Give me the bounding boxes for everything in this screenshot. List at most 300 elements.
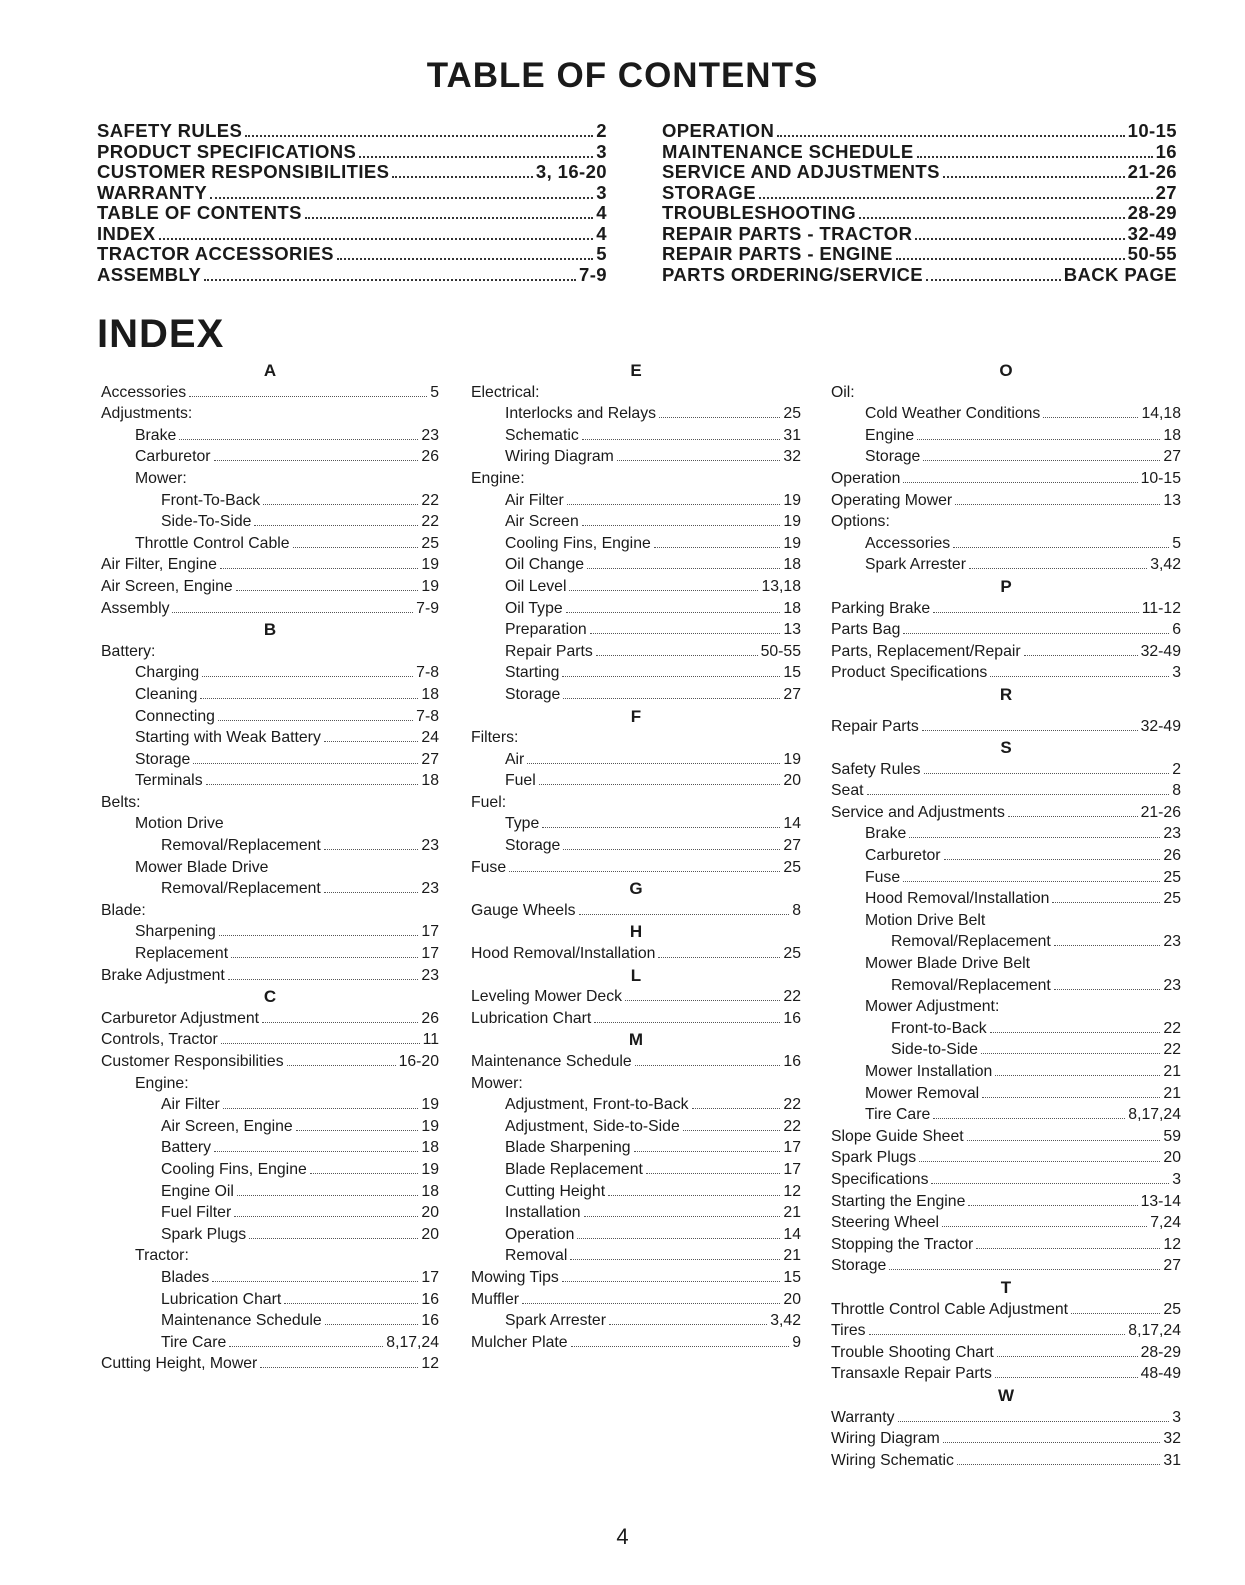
index-entry-label: Transaxle Repair Parts — [831, 1365, 992, 1383]
index-entry-page: 13 — [1163, 491, 1181, 509]
index-entry-page: 19 — [783, 750, 801, 768]
index-entry — [101, 1181, 439, 1203]
toc-left-column — [97, 121, 607, 285]
index-entry — [471, 576, 801, 598]
toc-entry — [97, 142, 607, 163]
index-entry-page: 22 — [783, 988, 801, 1006]
index-entry-label: Fuel — [505, 772, 536, 790]
index-letter-heading: R — [999, 684, 1013, 704]
index-entry-label: Warranty — [831, 1408, 895, 1426]
dot-leader — [683, 1130, 781, 1131]
index-entry-label: Air Screen — [505, 513, 579, 531]
index-entry-page: 22 — [1163, 1019, 1181, 1037]
index-entry-label: Front-to-Back — [891, 1019, 987, 1037]
index-entry — [471, 792, 801, 814]
index-entry-label: Accessories — [101, 383, 187, 401]
index-entry-label: Operation — [831, 469, 901, 487]
index-entry — [831, 1299, 1181, 1321]
index-entry-label: Replacement — [135, 945, 229, 963]
dot-leader — [202, 676, 413, 677]
index-entry — [101, 641, 439, 663]
index-entry — [831, 975, 1181, 997]
dot-leader — [995, 1377, 1138, 1378]
index-entry-page: 16 — [421, 1290, 439, 1308]
dot-leader — [968, 1205, 1137, 1206]
index-entry — [471, 1008, 801, 1030]
dot-leader — [542, 827, 780, 828]
index-entry-page: 23 — [421, 837, 439, 855]
dot-leader — [654, 547, 781, 548]
index-entry — [101, 1159, 439, 1181]
toc-entry — [97, 244, 607, 265]
index-entry — [101, 554, 439, 576]
index-entry-page: 23 — [421, 966, 439, 984]
index-entry-page: 18 — [421, 685, 439, 703]
dot-leader — [1052, 902, 1160, 903]
toc-entry-label: TRACTOR ACCESSORIES — [97, 243, 334, 264]
index-entry — [101, 943, 439, 965]
dot-leader — [236, 590, 419, 591]
index-entry — [471, 1051, 801, 1073]
index-entry-label: Interlocks and Relays — [505, 405, 657, 423]
index-entry-label: Engine: — [135, 1074, 189, 1092]
index-entry-label: Tire Care — [865, 1106, 931, 1124]
index-entry-page: 21 — [1163, 1063, 1181, 1080]
index-entry — [101, 835, 439, 857]
index-entry-page: 19 — [421, 1160, 439, 1178]
index-entry-label: Cooling Fins, Engine — [161, 1160, 307, 1178]
index-entry — [101, 1245, 439, 1267]
index-entry-label: Throttle Control Cable Adjustment — [831, 1300, 1069, 1318]
index-entry-label: Engine: — [471, 469, 525, 487]
toc-entry-page: 2 — [596, 120, 607, 141]
index-entry-page: 3 — [1172, 664, 1181, 682]
dot-leader — [990, 1032, 1161, 1033]
index-entry-page: 22 — [783, 1096, 801, 1114]
dot-leader — [229, 1346, 383, 1347]
dot-leader — [204, 279, 576, 281]
index-entry-page: 31 — [783, 426, 801, 444]
index-entry-page: 3 — [1172, 1170, 1181, 1188]
dot-leader — [262, 1022, 418, 1023]
dot-leader — [955, 504, 1160, 505]
index-entry-label: Tractor: — [135, 1247, 189, 1265]
dot-leader — [159, 238, 594, 240]
index-entry — [101, 403, 439, 425]
index-entry-label: Oil: — [831, 383, 855, 401]
index-entry-page: 27 — [1163, 448, 1181, 466]
index-entry-label: Operating Mower — [831, 491, 953, 509]
dot-leader — [982, 1097, 1160, 1098]
toc-entry-page: 7-9 — [579, 263, 607, 285]
index-entry-label: Adjustments: — [101, 405, 193, 423]
index-entry-page: 8,17,24 — [1128, 1106, 1181, 1124]
dot-leader — [759, 197, 1153, 199]
index-entry-page: 18 — [783, 556, 801, 574]
dot-leader — [869, 1334, 1126, 1335]
index-entry-label: Installation — [505, 1204, 581, 1222]
toc-right-column — [662, 121, 1177, 285]
index-entry-label: Battery — [161, 1139, 212, 1157]
toc-entry — [662, 183, 1177, 204]
index-entry-label: Storage — [505, 837, 561, 855]
index-entry-label: Air Filter — [505, 491, 564, 509]
index-entry — [831, 554, 1181, 576]
dot-leader — [590, 633, 781, 634]
index-entry-page: 10-15 — [1140, 469, 1181, 487]
index-entry — [831, 1450, 1181, 1472]
index-entry — [101, 1310, 439, 1332]
dot-leader — [903, 482, 1137, 483]
index-entry — [471, 598, 801, 620]
index-entry — [101, 1137, 439, 1159]
index-letter-heading: F — [630, 706, 642, 726]
dot-leader — [896, 258, 1125, 260]
index-entry-label: Options: — [831, 513, 890, 531]
toc-entry — [662, 203, 1177, 224]
index-entry-page: 27 — [783, 685, 801, 703]
index-entry — [471, 684, 801, 706]
dot-leader — [594, 1022, 780, 1023]
index-entry-label: Storage — [865, 448, 921, 466]
index-entry-page: 14 — [783, 1225, 801, 1243]
index-entry-label: Gauge Wheels — [471, 901, 576, 919]
index-letter-heading: A — [263, 361, 277, 380]
index-entry — [101, 965, 439, 987]
dot-leader — [692, 1108, 781, 1109]
index-entry-label: Safety Rules — [831, 760, 921, 778]
index-entry-label: Fuel Filter — [161, 1204, 232, 1222]
dot-leader — [976, 1248, 1160, 1249]
dot-leader — [260, 1367, 418, 1368]
toc-entry-label: REPAIR PARTS - TRACTOR — [662, 222, 913, 244]
index-entry-page: 20 — [783, 1290, 801, 1308]
index-entry-page: 12 — [783, 1182, 801, 1200]
index-entry — [831, 1169, 1181, 1191]
dot-leader — [617, 460, 781, 461]
index-entry-label: Steering Wheel — [831, 1214, 940, 1232]
index-entry-label: Seat — [831, 782, 864, 800]
index-entry-page: 20 — [421, 1225, 439, 1243]
index-entry-page: 59 — [1163, 1127, 1181, 1145]
index-entry-page: 12 — [421, 1355, 439, 1373]
toc-entry — [97, 224, 607, 245]
index-entry-label: Air Screen, Engine — [161, 1117, 293, 1135]
index-entry — [471, 490, 801, 512]
dot-leader — [658, 957, 780, 958]
index-entry — [471, 813, 801, 835]
index-entry-page: 21 — [783, 1204, 801, 1222]
index-entry-page: 27 — [1163, 1257, 1181, 1275]
index-entry — [101, 662, 439, 684]
index-entry — [101, 425, 439, 447]
index-entry — [471, 749, 801, 771]
index-entry — [101, 792, 439, 814]
index-entry-label: Mowing Tips — [471, 1268, 559, 1286]
toc-entry-page: 32-49 — [1127, 222, 1177, 244]
index-entry — [831, 598, 1181, 620]
dot-leader — [579, 914, 790, 915]
index-entry-page: 17 — [783, 1139, 801, 1157]
dot-leader — [969, 568, 1147, 569]
index-entry-label: Oil Type — [505, 599, 563, 617]
index-entry — [101, 1289, 439, 1311]
index-entry-page: 24 — [421, 729, 439, 747]
index-entry — [831, 446, 1181, 468]
index-entry-page: 32-49 — [1140, 717, 1181, 735]
dot-leader — [284, 1303, 418, 1304]
index-entry-page: 19 — [421, 556, 439, 574]
toc-entry-page: 3 — [596, 140, 607, 162]
toc-entry-page: 4 — [596, 222, 607, 244]
index-entry-label: Filters: — [471, 729, 519, 747]
index-entry — [101, 1202, 439, 1224]
dot-leader — [200, 698, 418, 699]
index-entry-label: Mower: — [135, 469, 187, 487]
index-entry — [831, 533, 1181, 555]
dot-leader — [214, 1151, 418, 1152]
index-entry-label: Removal/Replacement — [891, 933, 1051, 951]
index-entry-label: Type — [505, 815, 540, 833]
index-letter-heading: T — [1000, 1277, 1012, 1297]
toc-entry-page: BACK PAGE — [1063, 263, 1177, 285]
index-entry — [831, 716, 1181, 738]
dot-leader — [953, 547, 1169, 548]
index-entry-page: 5 — [430, 383, 439, 401]
index-letter-heading: E — [630, 361, 642, 380]
dot-leader — [646, 1173, 781, 1174]
index-entry-label: Muffler — [471, 1290, 519, 1308]
index-entry-page: 8,17,24 — [386, 1333, 439, 1351]
index-entry-label: Removal/Replacement — [161, 880, 321, 898]
index-entry-label: Adjustment, Side-to-Side — [505, 1117, 680, 1135]
dot-leader — [659, 417, 780, 418]
index-entry — [471, 1137, 801, 1159]
index-entry-page: 8,17,24 — [1128, 1322, 1181, 1340]
page-number: 4 — [616, 1524, 629, 1549]
index-entry — [101, 727, 439, 749]
index-entry-page: 28-29 — [1140, 1343, 1181, 1361]
index-entry-label: Trouble Shooting Chart — [831, 1343, 994, 1361]
dot-leader — [931, 1183, 1169, 1184]
index-entry-label: Air — [505, 750, 525, 768]
index-entry-label: Fuse — [865, 868, 901, 886]
dot-leader — [237, 1195, 419, 1196]
dot-leader — [522, 1303, 780, 1304]
index-entry-page: 3,42 — [1150, 556, 1181, 574]
dot-leader — [635, 1065, 781, 1066]
index-entry-page: 7,24 — [1150, 1214, 1181, 1232]
dot-leader — [569, 590, 758, 591]
toc-entry — [97, 183, 607, 204]
index-entry — [101, 749, 439, 771]
index-entry-label: Carburetor — [865, 847, 941, 865]
dot-leader — [933, 1118, 1125, 1119]
dot-leader — [1071, 1313, 1160, 1314]
dot-leader — [867, 794, 1170, 795]
index-entry — [471, 425, 801, 447]
index-entry — [471, 1245, 801, 1267]
index-entry-label: Motion Drive Belt — [865, 911, 986, 929]
index-entry-page: 23 — [1163, 933, 1181, 951]
index-entry-page: 21 — [1163, 1084, 1181, 1102]
index-entry-label: Schematic — [505, 426, 579, 444]
index-entry — [471, 1116, 801, 1138]
toc-entry-label: PRODUCT SPECIFICATIONS — [97, 140, 357, 162]
index-letter-heading: P — [1000, 576, 1012, 596]
index-entry-label: Assembly — [101, 599, 170, 617]
index-entry-label: Service and Adjustments — [831, 803, 1005, 821]
index-entry — [831, 910, 1181, 932]
index-entry — [101, 490, 439, 512]
toc-entry-page: 5 — [596, 243, 607, 264]
toc-entry-label: ASSEMBLY — [97, 263, 202, 285]
index-entry-page: 18 — [421, 772, 439, 790]
index-entry-page: 18 — [1163, 426, 1181, 444]
index-entry-page: 7-9 — [416, 599, 439, 617]
dot-leader — [509, 871, 780, 872]
index-entry-page: 20 — [421, 1204, 439, 1222]
dot-leader — [587, 568, 780, 569]
dot-leader — [777, 135, 1124, 137]
index-entry — [831, 1126, 1181, 1148]
index-entry-page: 16 — [783, 1009, 801, 1027]
index-entry — [471, 662, 801, 684]
toc-entry — [97, 265, 607, 286]
index-entry — [101, 382, 439, 404]
toc-title: TABLE OF CONTENTS — [426, 56, 819, 95]
dot-leader — [293, 547, 419, 548]
index-entry-page: 19 — [783, 513, 801, 531]
toc-entry — [97, 121, 607, 142]
index-entry — [471, 1332, 801, 1354]
dot-leader — [903, 633, 1169, 634]
index-entry-label: Blade Sharpening — [505, 1139, 631, 1157]
index-letter-heading: S — [1000, 738, 1012, 758]
index-entry — [471, 857, 801, 879]
dot-leader — [324, 849, 419, 850]
dot-leader — [1024, 655, 1138, 656]
index-entry-label: Wiring Diagram — [831, 1430, 940, 1448]
index-entry-label: Starting with Weak Battery — [135, 729, 321, 747]
index-entry — [471, 554, 801, 576]
dot-leader — [1043, 417, 1138, 418]
index-entry-page: 16-20 — [398, 1053, 439, 1070]
index-entry-page: 20 — [1163, 1149, 1181, 1167]
dot-leader — [231, 957, 418, 958]
dot-leader — [933, 612, 1139, 613]
dot-leader — [924, 773, 1170, 774]
index-entry-page: 21-26 — [1140, 803, 1181, 821]
dot-leader — [212, 1281, 418, 1282]
index-entry-label: Battery: — [101, 642, 156, 660]
dot-leader — [596, 655, 758, 656]
index-entry-page: 12 — [1163, 1235, 1181, 1253]
index-entry-label: Leveling Mower Deck — [471, 988, 623, 1006]
index-entry-label: Mower Blade Drive Belt — [865, 955, 1031, 973]
index-entry-page: 32 — [1163, 1430, 1181, 1448]
index-entry-label: Belts: — [101, 793, 141, 811]
index-entry — [471, 403, 801, 425]
index-entry-label: Removal/Replacement — [891, 976, 1051, 994]
index-entry-label: Mower Blade Drive — [135, 858, 269, 876]
index-entry-label: Oil Change — [505, 556, 585, 574]
toc-entry-page: 3 — [596, 181, 607, 203]
index-letter-heading: B — [263, 620, 277, 640]
index-entry-page: 18 — [421, 1139, 439, 1157]
index-column-1 — [101, 360, 439, 1375]
dot-leader — [889, 1269, 1160, 1270]
index-entry — [831, 1083, 1181, 1105]
index-entry — [101, 598, 439, 620]
index-entry — [471, 835, 801, 857]
index-entry — [471, 1159, 801, 1181]
dot-leader — [562, 676, 780, 677]
dot-leader — [923, 460, 1160, 461]
index-entry-label: Charging — [135, 664, 200, 682]
index-entry-label: Air Screen, Engine — [101, 577, 233, 595]
index-entry-page: 15 — [783, 1268, 801, 1286]
dot-leader — [263, 504, 418, 505]
index-entry — [101, 857, 439, 879]
dot-leader — [584, 1216, 781, 1217]
index-entry — [101, 770, 439, 792]
index-entry-label: Brake Adjustment — [101, 966, 225, 984]
dot-leader — [625, 1000, 780, 1001]
index-entry-label: Cooling Fins, Engine — [505, 534, 651, 552]
dot-leader — [567, 504, 781, 505]
index-entry — [831, 1104, 1181, 1126]
dot-leader — [249, 1238, 418, 1239]
index-entry-page: 17 — [421, 1268, 439, 1286]
index-entry-page: 17 — [783, 1160, 801, 1178]
index-entry-page: 50-55 — [760, 642, 801, 660]
dot-leader — [915, 238, 1124, 240]
dot-leader — [922, 730, 1138, 731]
index-entry — [471, 727, 801, 749]
dot-leader — [957, 1464, 1161, 1465]
index-entry-label: Repair Parts — [505, 642, 593, 660]
toc-entry-label: TROUBLESHOOTING — [662, 202, 857, 223]
index-entry-label: Parts, Replacement/Repair — [831, 642, 1021, 660]
index-entry — [831, 823, 1181, 845]
index-entry-page: 18 — [783, 599, 801, 617]
index-entry — [831, 511, 1181, 533]
index-entry — [831, 490, 1181, 512]
dot-leader — [254, 525, 418, 526]
index-entry-label: Operation — [505, 1225, 575, 1243]
index-entry — [101, 1116, 439, 1138]
toc-entry-page: 21-26 — [1127, 161, 1177, 182]
dot-leader — [942, 1226, 1147, 1227]
dot-leader — [981, 1053, 1160, 1054]
index-entry — [101, 1029, 439, 1051]
dot-leader — [563, 698, 780, 699]
index-entry-page: 26 — [421, 448, 439, 466]
toc-entry — [662, 265, 1177, 286]
index-entry — [101, 1267, 439, 1289]
index-entry — [101, 446, 439, 468]
dot-leader — [221, 1043, 420, 1044]
index-entry — [101, 1094, 439, 1116]
index-entry-page: 25 — [783, 945, 801, 963]
toc-entry-page: 27 — [1155, 181, 1177, 203]
dot-leader — [944, 859, 1161, 860]
index-entry-label: Mower Installation — [865, 1063, 993, 1080]
index-entry-label: Tires — [831, 1322, 866, 1340]
dot-leader — [577, 1238, 780, 1239]
index-letter-heading: O — [999, 361, 1013, 380]
